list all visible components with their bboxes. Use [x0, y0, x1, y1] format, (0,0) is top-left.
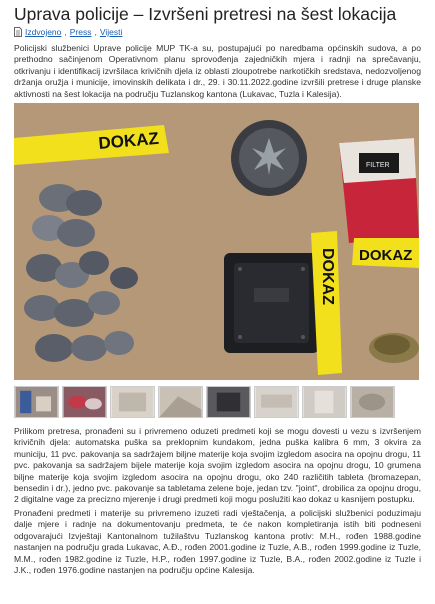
svg-text:DOKAZ: DOKAZ [319, 248, 336, 305]
gallery-thumbnail[interactable] [206, 386, 251, 418]
digital-scale [224, 253, 319, 353]
article-categories: Izdvojeno , Press , Vijesti [14, 27, 421, 37]
gallery-thumbnails [14, 386, 421, 418]
article [0, 4, 435, 576]
category-link-press[interactable]: Press [69, 27, 92, 37]
gallery-thumbnail[interactable] [62, 386, 107, 418]
evidence-photo-illustration [14, 103, 419, 380]
svg-text:DOKAZ: DOKAZ [359, 247, 413, 265]
evidence-tape-3 [352, 238, 419, 268]
svg-text:DOKAZ: DOKAZ [97, 128, 160, 154]
category-link-izdvojeno[interactable]: Izdvojeno [25, 27, 62, 37]
gallery-thumbnail[interactable] [158, 386, 203, 418]
article-intro: Policijski službenici Uprave policije MUP TK-a su, postupajući po naredbama općinskih sudova, a po prethodno sačinjenom Operativnom planu sprovođenja zajedničkih mjera i radnji na sprečavanju, otkrivanju i identifikacij izvršilaca krivičnih djela iz oblasti zloupotrebe narkotičkih sredstava, nedozvoljenog držanja oružja i municije, imovinskih delikata i dr., 29. i 30.11.2022.godine izvršili pretrese i druge planske aktivnosti na šest lokacija na području Tuzlanskog kantona (Lukavac, Tuzla i Kalesija). [14, 43, 421, 99]
svg-text:FILTER: FILTER [366, 162, 390, 170]
gallery-thumbnail[interactable] [254, 386, 299, 418]
category-link-vijesti[interactable]: Vijesti [99, 27, 123, 37]
article-paragraph-findings: Prilikom pretresa, pronađeni su i privremeno oduzeti predmeti koji se mogu dovesti u vezu s izvršenjem krivičnih djela: automatska puška sa preklopnim kundakom, jedna puška kalibra 6 mm, 3 okvira za municiju, 11 pvc. pakovanja sa sadržajem biljne materije koja svojim izgledom asocira na opojnu drogu, 11 pvc. pakovanja sa sadržajem bijele materije koja svojim izgledom asocira na opojnu drogu, 10 grumena biljne materije koja svojim izgledom asocira na opojnu drogu, oko 240 različitih tableta (bromazepan, bensedin i dr.), jedno pvc. pakovanje sa tabletama zelene boje, jedan tzv. "joint", drobilica za opojnu drogu, 2 digitalne vage za precizno mjerenje i drugi predmeti koji mogu poslužiti kao dokaz u kasnijem postupku. [14, 426, 421, 505]
document-icon [14, 27, 22, 37]
plant-material [369, 333, 419, 363]
evidence-photo[interactable] [14, 103, 419, 380]
gallery-thumbnail[interactable] [110, 386, 155, 418]
gallery-thumbnail[interactable] [350, 386, 395, 418]
grinder [231, 120, 307, 196]
article-paragraph-suspects: Pronađeni predmeti i materije su privremeno izuzeti radi vještačenja, a policijski službenici poduzimaju dalje mjere i radnje na dokumentovanju predmeta, te će nakon kompletiranja istih biti podneseni odgovarajući Izvještaji Kantonalnom tužilaštvu Tuzlanskog kantona protiv: M.H., rođen 1988.godine nastanjen na području grada Lukavac, A.Đ., rođen 2001.godine iz Tuzle, A.B., rođen 1999.godine iz Tuzle, M.M., rođen 1982.godine iz Tuzle, H.P., rođen 1997.godine iz Tuzle, B.A., rođen 2002.godine iz Tuzle i J.K., rođen 1976.godine nastanjen na području općine Kalesija. [14, 507, 421, 575]
article-title: Uprava policije – Izvršeni pretresi na šest lokacija [14, 4, 397, 24]
cigarette-pack [339, 138, 419, 243]
gallery-thumbnail[interactable] [14, 386, 59, 418]
gallery-thumbnail[interactable] [302, 386, 347, 418]
